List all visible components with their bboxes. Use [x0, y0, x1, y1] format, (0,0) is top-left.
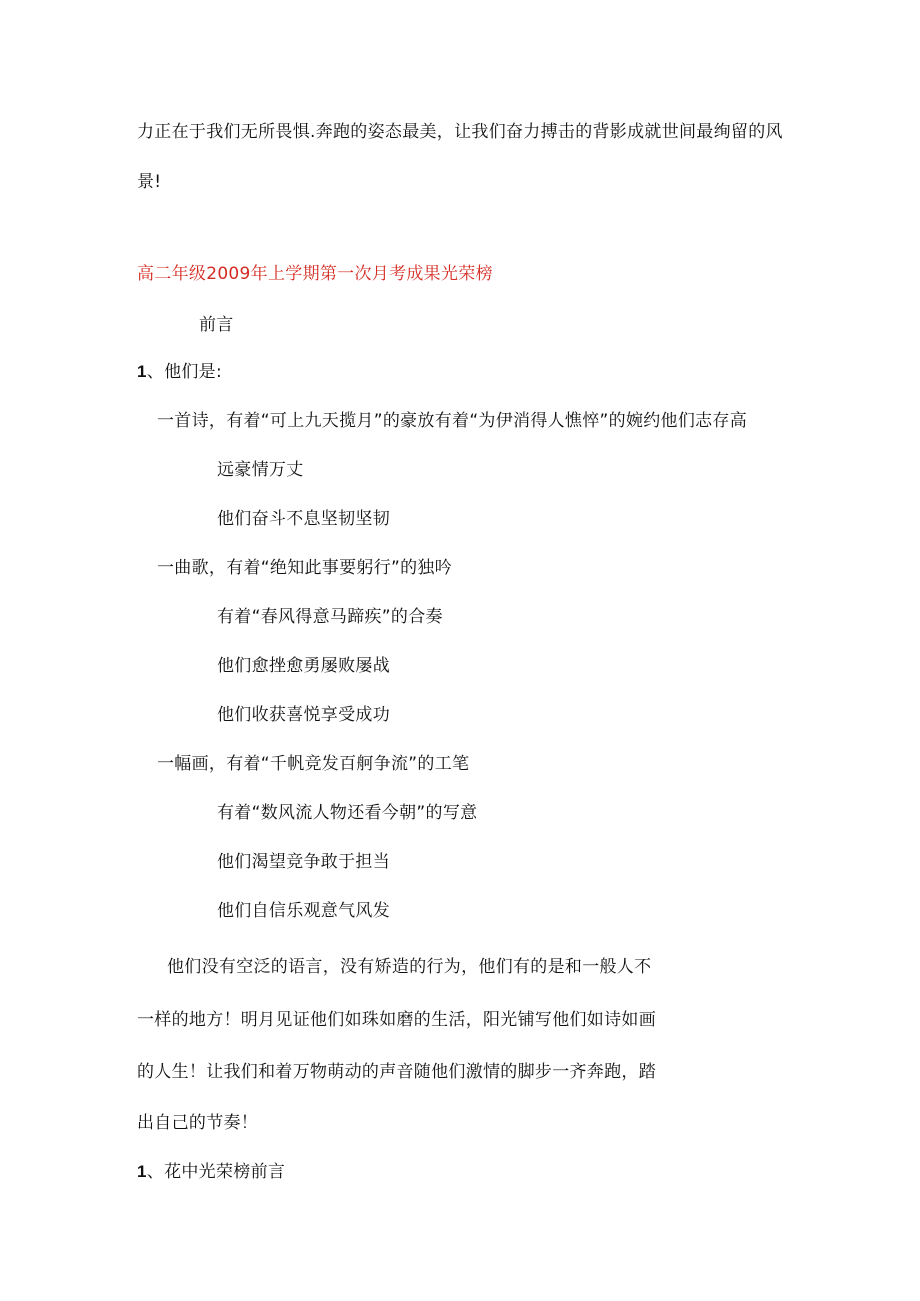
section-2-heading: [137, 1160, 285, 1184]
poem-line: 一幅画，有着“千帆竞发百舸争流”的工笔: [157, 754, 470, 774]
poem-line: 他们愈挫愈勇屡败屡战: [217, 656, 390, 676]
poem-line: 他们渴望竞争敢于担当: [217, 852, 390, 872]
section-1-label: 、他们是:: [146, 362, 222, 382]
paragraph-line-3: 的人生！让我们和着万物萌动的声音随他们激情的脚步一齐奔跑，踏: [137, 1062, 656, 1082]
poem-line: 一首诗，有着“可上九天揽月”的豪放有着“为伊消得人憔悴”的婉约他们志存高: [157, 411, 748, 431]
preface-heading: 前言: [199, 315, 234, 335]
poem-line: 一曲歌，有着“绝知此事要躬行”的独吟: [157, 558, 453, 578]
poem-line: 他们奋斗不息坚韧坚韧: [217, 509, 390, 529]
poem-line: 远豪情万丈: [217, 460, 304, 480]
section-2-number: 1: [137, 1162, 147, 1181]
poem-line: 他们收获喜悦享受成功: [217, 705, 390, 725]
poem-line: 有着“数风流人物还看今朝”的写意: [217, 803, 478, 823]
poem-line: 他们自信乐观意气风发: [217, 901, 390, 921]
section-2-label: 、花中光荣榜前言: [146, 1162, 286, 1182]
headline: 高二年级2009年上学期第一次月考成果光荣榜: [137, 264, 493, 284]
section-1-number: 1: [137, 362, 147, 381]
paragraph-line-1: 他们没有空泛的语言，没有矫造的行为，他们有的是和一般人不: [167, 957, 652, 977]
intro-line-2: 景!: [137, 172, 162, 192]
paragraph-line-4: 出自己的节奏！: [137, 1113, 259, 1133]
paragraph-line-2: 一样的地方！明月见证他们如珠如磨的生活，阳光铺写他们如诗如画: [137, 1010, 656, 1030]
poem-line: 有着“春风得意马蹄疾”的合奏: [217, 607, 443, 627]
section-1-heading: [137, 360, 222, 384]
intro-line-1: 力正在于我们无所畏惧.奔跑的姿态最美，让我们奋力搏击的背影成就世间最绚留的风: [137, 122, 783, 142]
